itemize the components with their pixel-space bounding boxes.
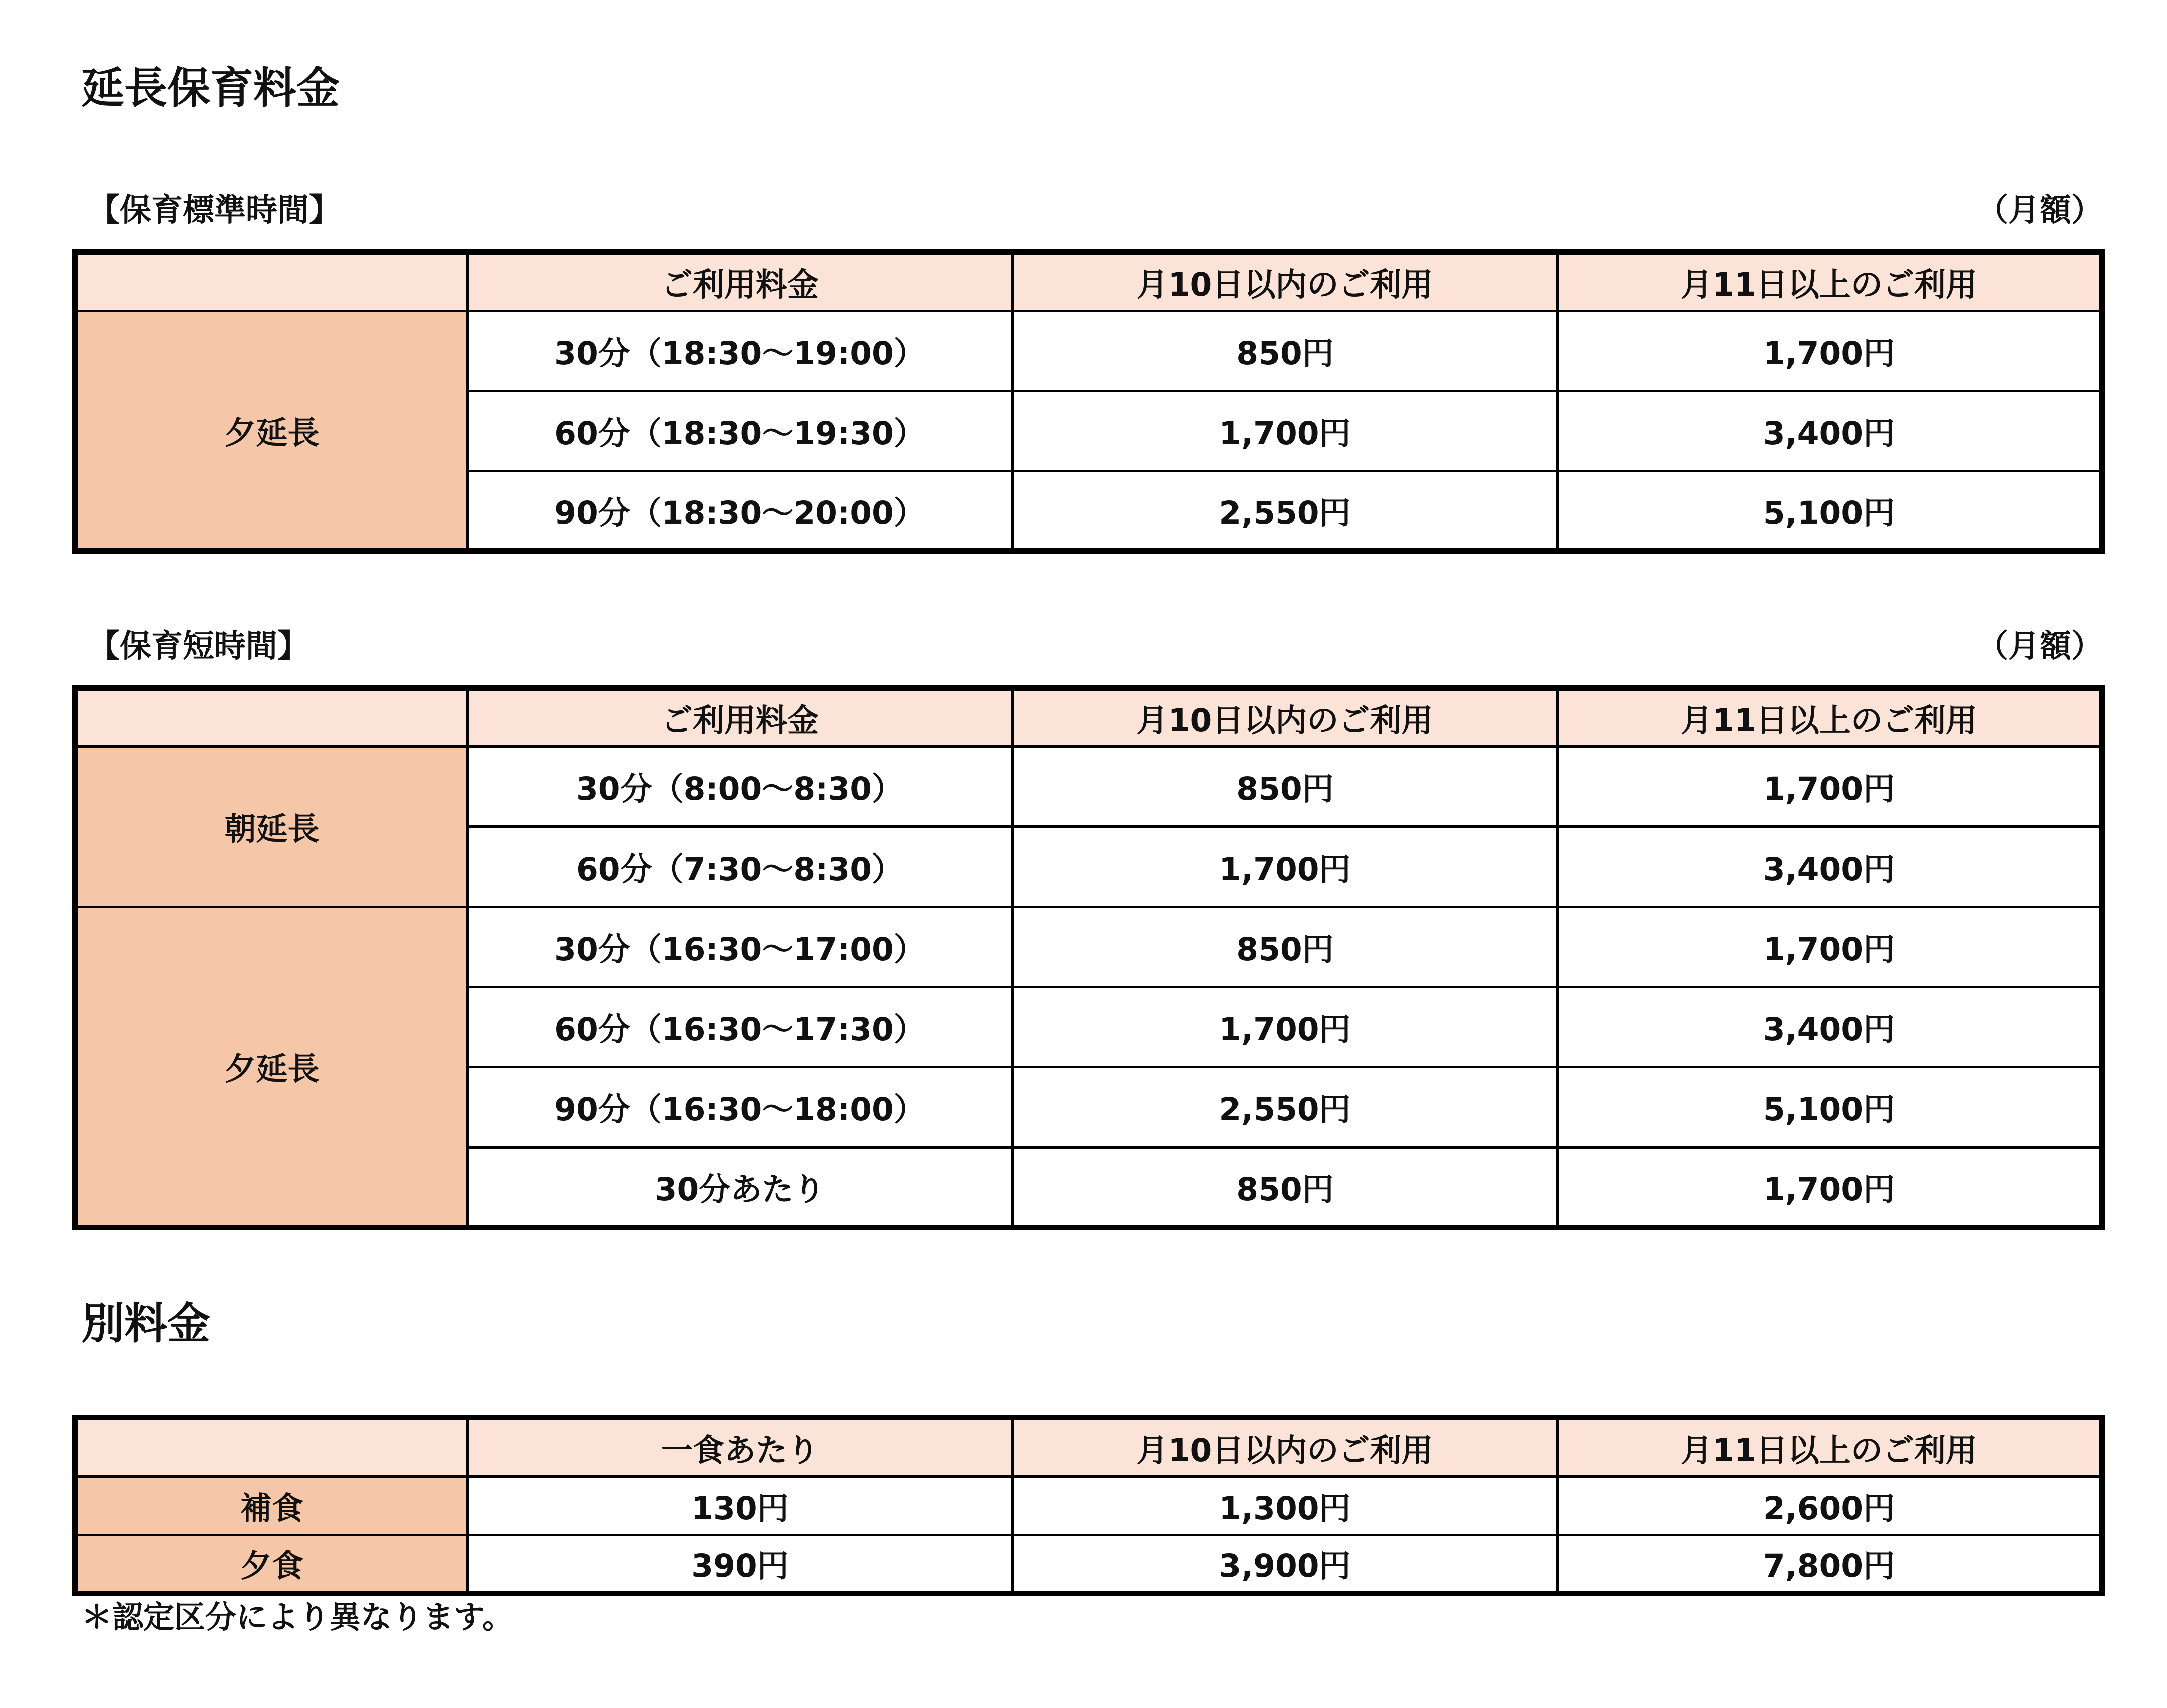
fee-over-11-cell: 3,400円 bbox=[1558, 391, 2102, 471]
dinner-label: 夕食 bbox=[75, 1535, 468, 1594]
time-cell: 90分（16:30〜18:00） bbox=[468, 1067, 1013, 1148]
header-within-10-days-cell: 月10日以内のご利用 bbox=[1013, 688, 1558, 747]
fee-over-11-cell: 5,100円 bbox=[1558, 471, 2102, 551]
time-cell: 30分（18:30〜19:00） bbox=[468, 311, 1013, 391]
header-per-meal-cell: 一食あたり bbox=[468, 1418, 1013, 1477]
table-row bbox=[75, 1477, 2102, 1535]
fee-within-10-cell: 1,700円 bbox=[1013, 987, 1558, 1067]
time-cell: 60分（16:30〜17:30） bbox=[468, 987, 1013, 1067]
header-corner-cell bbox=[75, 688, 468, 747]
fee-over-11-cell: 3,400円 bbox=[1558, 827, 2102, 907]
short-monthly-label: （月額） bbox=[1977, 628, 2103, 664]
fee-over-11-cell: 3,400円 bbox=[1558, 987, 2102, 1067]
table-header-row bbox=[75, 252, 2102, 311]
header-fee-cell: ご利用料金 bbox=[468, 688, 1013, 747]
fee-within-10-cell: 850円 bbox=[1013, 311, 1558, 391]
fee-within-10-cell: 1,700円 bbox=[1013, 827, 1558, 907]
time-cell: 60分（7:30〜8:30） bbox=[468, 827, 1013, 907]
header-11-days-or-more-cell: 月11日以上のご利用 bbox=[1558, 1418, 2102, 1477]
fee-over-11-cell: 5,100円 bbox=[1558, 1067, 2102, 1148]
header-corner-cell bbox=[75, 252, 468, 311]
morning-extension-label: 朝延長 bbox=[75, 747, 468, 907]
time-cell: 90分（18:30〜20:00） bbox=[468, 471, 1013, 551]
fee-within-10-cell: 850円 bbox=[1013, 907, 1558, 987]
fee-over-11-cell: 2,600円 bbox=[1558, 1477, 2102, 1535]
fee-over-11-cell: 7,800円 bbox=[1558, 1535, 2102, 1594]
fee-within-10-cell: 1,300円 bbox=[1013, 1477, 1558, 1535]
fee-within-10-cell: 3,900円 bbox=[1013, 1535, 1558, 1594]
table-header-row bbox=[75, 1418, 2102, 1477]
standard-hours-label: 【保育標準時間】 bbox=[88, 192, 341, 228]
header-within-10-days-cell: 月10日以内のご利用 bbox=[1013, 252, 1558, 311]
time-cell: 30分（16:30〜17:00） bbox=[468, 907, 1013, 987]
fee-over-11-cell: 1,700円 bbox=[1558, 1148, 2102, 1228]
table-header-row bbox=[75, 688, 2102, 747]
fee-within-10-cell: 2,550円 bbox=[1013, 1067, 1558, 1148]
time-cell: 30分あたり bbox=[468, 1148, 1013, 1228]
header-corner-cell bbox=[75, 1418, 468, 1477]
standard-hours-table bbox=[72, 249, 2105, 554]
evening-extension-label: 夕延長 bbox=[75, 311, 468, 551]
table-row bbox=[75, 907, 2102, 987]
per-meal-cell: 390円 bbox=[468, 1535, 1013, 1594]
time-cell: 60分（18:30〜19:30） bbox=[468, 391, 1013, 471]
fee-within-10-cell: 1,700円 bbox=[1013, 391, 1558, 471]
extension-fee-title: 延長保育料金 bbox=[81, 63, 340, 113]
short-hours-table bbox=[72, 685, 2105, 1230]
snack-label: 補食 bbox=[75, 1477, 468, 1535]
meal-fee-table bbox=[72, 1415, 2105, 1596]
short-hours-label: 【保育短時間】 bbox=[88, 628, 309, 664]
fee-over-11-cell: 1,700円 bbox=[1558, 907, 2102, 987]
fee-within-10-cell: 2,550円 bbox=[1013, 471, 1558, 551]
time-cell: 30分（8:00〜8:30） bbox=[468, 747, 1013, 827]
standard-monthly-label: （月額） bbox=[1977, 192, 2103, 228]
fee-over-11-cell: 1,700円 bbox=[1558, 747, 2102, 827]
fee-within-10-cell: 850円 bbox=[1013, 747, 1558, 827]
header-11-days-or-more-cell: 月11日以上のご利用 bbox=[1558, 252, 2102, 311]
header-fee-cell: ご利用料金 bbox=[468, 252, 1013, 311]
fee-over-11-cell: 1,700円 bbox=[1558, 311, 2102, 391]
table-row bbox=[75, 747, 2102, 827]
separate-fee-title: 別料金 bbox=[81, 1299, 210, 1349]
footnote: ＊認定区分により異なります。 bbox=[81, 1599, 514, 1635]
table-row bbox=[75, 1535, 2102, 1594]
table-row bbox=[75, 311, 2102, 391]
header-within-10-days-cell: 月10日以内のご利用 bbox=[1013, 1418, 1558, 1477]
per-meal-cell: 130円 bbox=[468, 1477, 1013, 1535]
header-11-days-or-more-cell: 月11日以上のご利用 bbox=[1558, 688, 2102, 747]
fee-within-10-cell: 850円 bbox=[1013, 1148, 1558, 1228]
evening-extension-label: 夕延長 bbox=[75, 907, 468, 1228]
